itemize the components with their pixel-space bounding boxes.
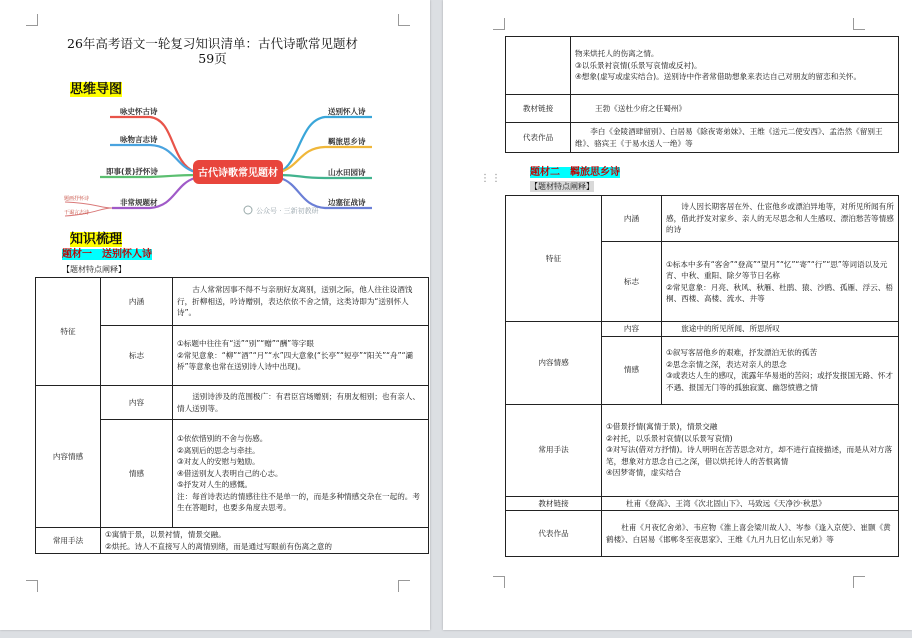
wechat-icon [244,206,252,214]
crop-mark [26,580,38,592]
row-label: 特征 [36,278,101,386]
row-sublabel: 内涵 [101,278,173,326]
crop-mark [398,14,410,26]
cell-text: ①寓情于景，以景衬情，情景交融。 ②烘托。诗人不直接写人的离情别绪，而是通过写眼前有伤离之意的 [101,528,429,554]
cell-text: ①标题中往往有“送”“别”“赠”“酬”等字眼 ②常见意象：“柳”“酒”“月”“水”四大意象(“长亭”“短亭”“阳关”“舟”“灞桥”等意象也常在送别诗人诗中出现)。 [173,326,429,386]
table-row [506,196,899,242]
knowledge-heading: 知识梳理 [70,232,123,247]
cell-text: ①依依惜别的不舍与伤感。 ②离别后的思念与牵挂。 ③对友人的安慰与勉励。 ④借送别友人表明自己的心志。 ⑤抒发对人生的感慨。 注：每首诗表达的情感往往不是单一的，而是多种情感交杂在一起的。考生在答题时，也要多角度去思考。 [173,420,429,528]
topic-2-table [505,195,899,557]
cell-text: 物来烘托人的伤离之情。 ③以乐景衬哀情(乐景写哀情或反衬)。 ④想象(虚写或虚实结合)。送别诗中作者常借助想象来表达自己对朋友的留恋和关怀。 [571,37,899,95]
row-sublabel: 内容 [101,386,173,420]
row-label: 常用手法 [36,528,101,554]
mindmap-center-label: 古代诗歌常见题材 [198,168,278,179]
table-row [506,37,899,95]
row-label: 代表作品 [506,123,571,153]
table-row [506,511,899,557]
row-label: 常用手法 [506,404,602,496]
row-label: 教材链接 [506,95,571,123]
row-sublabel: 标志 [602,242,662,322]
crop-mark [493,576,505,588]
table-row [506,123,899,153]
row-sublabel: 情感 [602,336,662,404]
mindmap-left-label: 非常规题材 [120,198,158,207]
row-sublabel: 内涵 [602,196,662,242]
topic-2-subheading: 【题材特点阐释】 [530,182,594,191]
table-row [506,322,899,337]
mindmap-left-label: 即事(景)抒怀诗 [106,167,158,176]
table-row [506,496,899,511]
watermark-text: 公众号 · 三新初教研 [256,207,319,215]
topic-1-subheading: 【题材特点阐释】 [62,265,126,274]
mindmap-diagram [0,100,430,230]
mindmap-heading: 思维导图 [70,82,123,97]
table-row [506,404,899,496]
row-label: 特征 [506,196,602,322]
document-page-2 [443,0,912,630]
mindmap-sub-label: 干谒言志诗 [64,210,90,216]
mindmap-sub-label: 题画抒怀诗 [64,196,90,202]
document-page-1 [0,0,430,630]
cell-text: 旅途中的所见所闻、所思所叹 [662,322,899,337]
row-label: 内容情感 [506,322,602,405]
cell-text: 李白《金陵酒肆留别》、白居易《除夜寄弟妹》、王维《送元二使安西》、孟浩然《留别王维》、骆宾王《于易水送人一绝》等 [571,123,899,153]
cell-text: 杜甫《登高》、王湾《次北固山下》、马致远《天净沙·秋思》 [602,496,899,511]
mindmap-right-label: 山水田园诗 [328,168,366,177]
table-row [36,528,429,554]
mindmap-right-label: 送别怀人诗 [328,107,366,116]
document-title [40,36,385,66]
cell-text: 王勃《送杜少府之任蜀州》 [571,95,899,123]
mindmap-left-label: 咏史怀古诗 [120,107,158,116]
cell-text: ①叙写客居他乡的艰难，抒发漂泊无依的孤苦 ②思念亲情之深，表达对亲人的思念 ③或表达人生的感叹，流露年华易逝的苦闷；或抒发报国无路、怀才不遇、报国无门等的孤独寂寞、幽怨愤懑之情 [662,336,899,404]
cell-text: 杜甫《月夜忆舍弟》、韦应物《淮上喜会梁川故人》、岑参《逢入京使》、崔颢《黄鹤楼》、白居易《邯郸冬至夜思家》、王维《九月九日忆山东兄弟》等 [602,511,899,557]
crop-mark [853,18,865,30]
topic-1-table-continued [505,36,899,153]
cell-text: ①借景抒情(寓情于景)，情景交融 ②衬托，以乐景衬哀情(以乐景写哀情) ③对写法(借对方抒情)。诗人明明在苦苦思念对方，却不进行直接描述，而是从对方落笔，想象对方思念自己之深，借以烘托诗人的苦恨离情 ④因梦寄情，虚实结合 [602,404,899,496]
cell-text: ①标本中多有“客舍”“登高”“望月”“忆”“寄”“行”“思”等词语以及元宵、中秋、重阳、除夕等节日名称 ②常见意象：月亮、秋风、秋雁、杜鹃、猿、沙鸥、孤雁、浮云、梧桐、西楼、高楼、流水、井等 [662,242,899,322]
branch-line [65,202,112,208]
mindmap-right-label: 边塞征战诗 [328,198,366,207]
mindmap-right-label: 羁旅思乡诗 [328,137,366,146]
table-row [36,386,429,420]
crop-mark [493,18,505,30]
crop-mark [398,580,410,592]
cell-text: 送别诗涉及的范围极广：有君臣宫场赠别；有朋友相别；也有亲人、情人送别等。 [173,386,429,420]
title-line-2: 59页 [198,51,227,66]
row-label: 代表作品 [506,511,602,557]
row-sublabel: 标志 [101,326,173,386]
topic-1-table [35,277,429,554]
drag-handle-icon[interactable]: ⋮⋮ [480,173,502,184]
table-row [506,95,899,123]
row-sublabel: 情感 [101,420,173,528]
row-label: 内容情感 [36,386,101,528]
row-label: 教材链接 [506,496,602,511]
cell-text: 古人常常因事不得不与亲朋好友离别，送别之际，他人往往设酒饯行，折柳相送，吟诗赠别，表达依依不舍之情，这类诗即为“送别怀人诗”。 [173,278,429,326]
row-sublabel: 内容 [602,322,662,337]
crop-mark [26,14,38,26]
title-line-1: 26年高考语文一轮复习知识清单：古代诗歌常见题材 [67,36,358,51]
cell-text: 诗人因长期客居在外、仕宦他乡或漂泊异地等，对所见所闻有所感，借此抒发对家乡、亲人的无尽思念和人生感叹、漂泊愁苦等情感的诗 [662,196,899,242]
topic-2-heading: 题材二 羁旅思乡诗 [530,167,620,178]
mindmap-left-label: 咏物言志诗 [120,135,158,144]
topic-1-heading: 题材一 送别怀人诗 [62,249,152,260]
row-label [506,37,571,95]
crop-mark [853,576,865,588]
table-row [36,278,429,326]
